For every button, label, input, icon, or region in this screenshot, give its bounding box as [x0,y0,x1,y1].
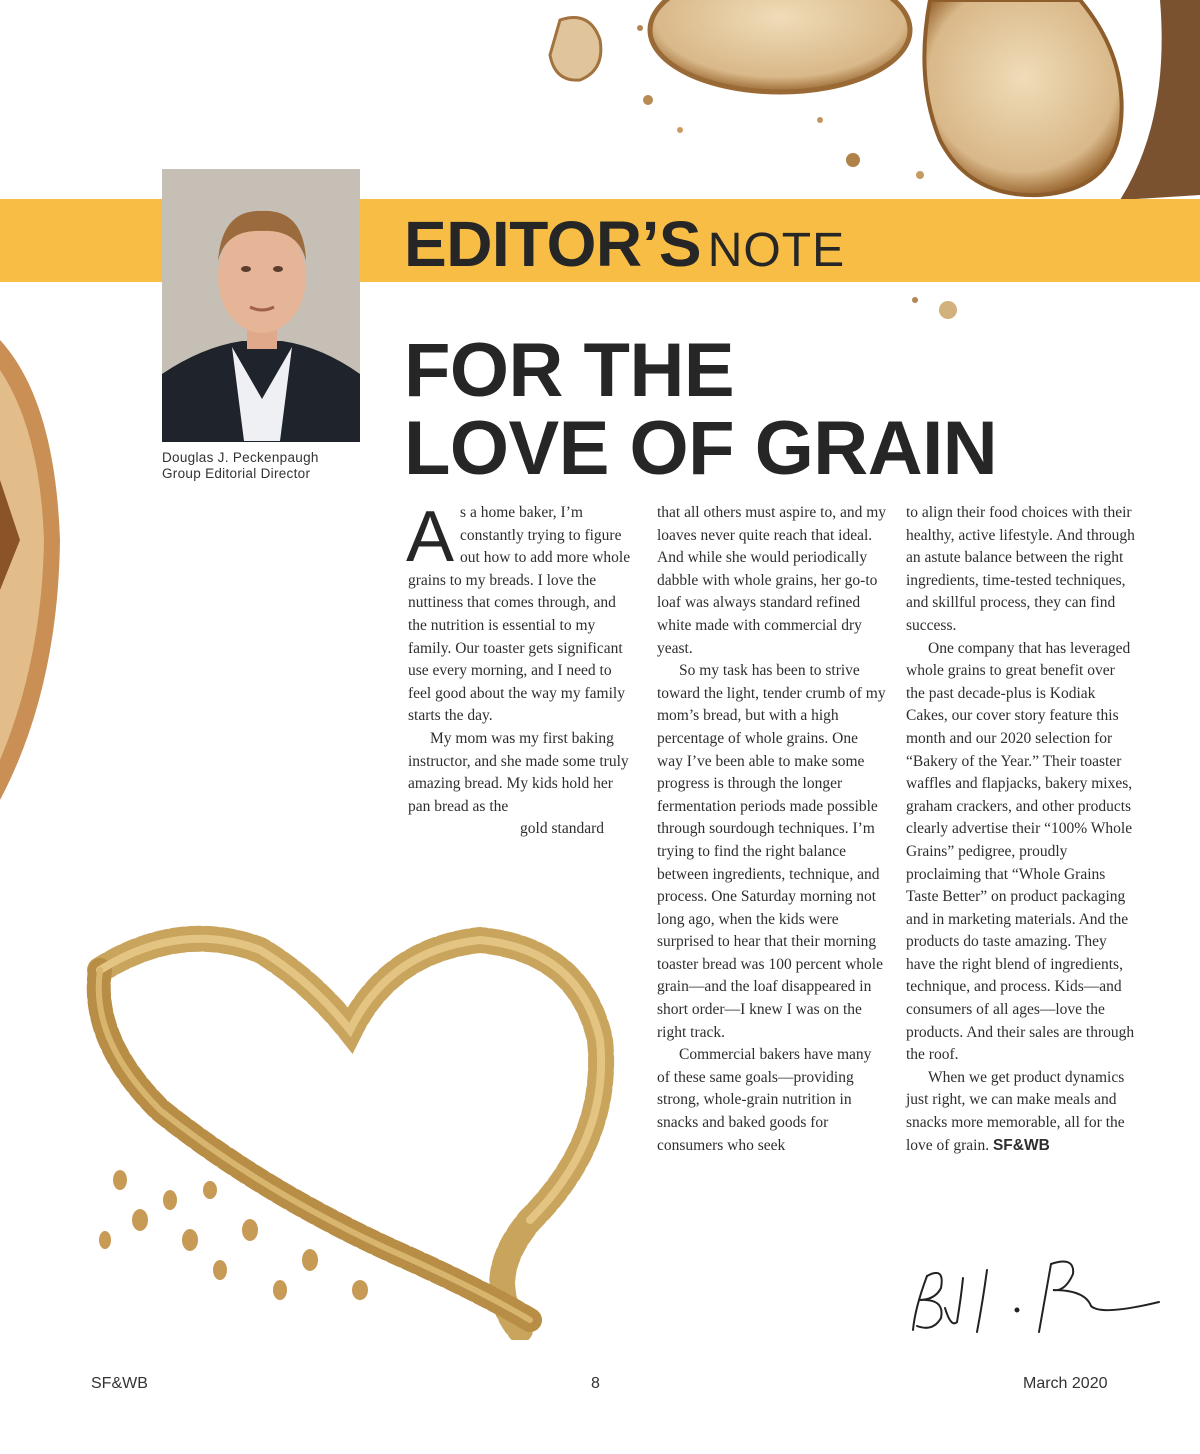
wheat-heart-illustration [60,860,640,1340]
paragraph [406,497,636,728]
author-name: Douglas J. Peckenpaugh [162,450,319,465]
article-column-2 [657,502,887,1157]
author-photo [162,169,360,442]
paragraph-text: When we get product dynamics just right, we can make meals and snacks more memorable, all for the love of grain. [906,1068,1125,1154]
issue-date: March 2020 [1023,1375,1108,1392]
paragraph [906,1067,1136,1157]
section-title-sub: NOTE [707,224,846,277]
paragraph-text: s a home baker, I’m constantly trying to figure out how to add more whole grains to my breads. I love the nuttiness that comes through, and the nutrition is essential to my family. Our toaster gets significant use every morning, and I need to feel good about the way my family starts the day. [408,504,631,725]
paragraph-text-wrapped: gold standard [520,820,604,838]
article-headline [404,328,1104,491]
paragraph-text: My mom was my first baking instructor, and she made some truly amazing bread. My kids hold her pan bread as the [408,729,629,815]
bread-loaf-illustration [0,340,60,800]
section-title-main: EDITOR’S [404,208,702,280]
headline-line-2: LOVE OF GRAIN [404,406,998,491]
article-column-3 [906,502,1136,1157]
drop-cap: A [406,497,455,577]
paragraph: Commercial bakers have many of these same goals—providing strong, whole-grain nutrition in snacks and baked goods for consumers who seek [657,1046,872,1154]
paragraph: So my task has been to strive toward the light, tender crumb of my mom’s bread, but with a high percentage of whole grains. One way I’ve been able to make some progress is through the longer fermentation periods made possible through sourdough techniques. I’m trying to find the right balance between ingredients, technique, and process. One Saturday morning not long ago, when the kids were surprised to hear that their morning toaster bread was 100 percent whole grain—and the loaf disappeared in short order—I knew I was on the right track. [657,662,886,1041]
section-title [404,208,846,280]
sign-off-mark: SF&WB [992,1136,1050,1154]
article-column-1 [406,497,636,841]
headline-line-1: FOR THE [404,328,735,413]
paragraph: that all others must aspire to, and my loaves never quite reach that ideal. And while she would periodically dabble with whole grains, her go-to loaf was always standard refined white made with commercial dry yeast. [657,504,887,657]
paragraph [408,728,636,841]
editor-signature [905,1248,1165,1340]
paragraph: One company that has leveraged whole grains to great benefit over the past decade-plus is Kodiak Cakes, our cover story feature this month and our 2020 selection for “Bakery of the Year.” Their toaster waffles and flapjacks, bakery mixes, graham crackers, and other products clearly advertise their “100% Whole Grains” pedigree, proudly proclaiming that “Whole Grains Taste Better” on product packaging and in marketing materials. And the products do taste amazing. They have the right blend of ingredients, technique, and process. Kids—and consumers of all ages—love the products. And their sales are through the roof. [906,639,1135,1064]
paragraph: to align their food choices with their healthy, active lifestyle. And through an astute balance between the right ingredients, time-tested techniques, and skillful process, they can find success. [906,504,1135,634]
footer-publication: SF&WB [91,1375,148,1392]
page-number: 8 [591,1375,600,1392]
author-role: Group Editorial Director [162,466,311,481]
